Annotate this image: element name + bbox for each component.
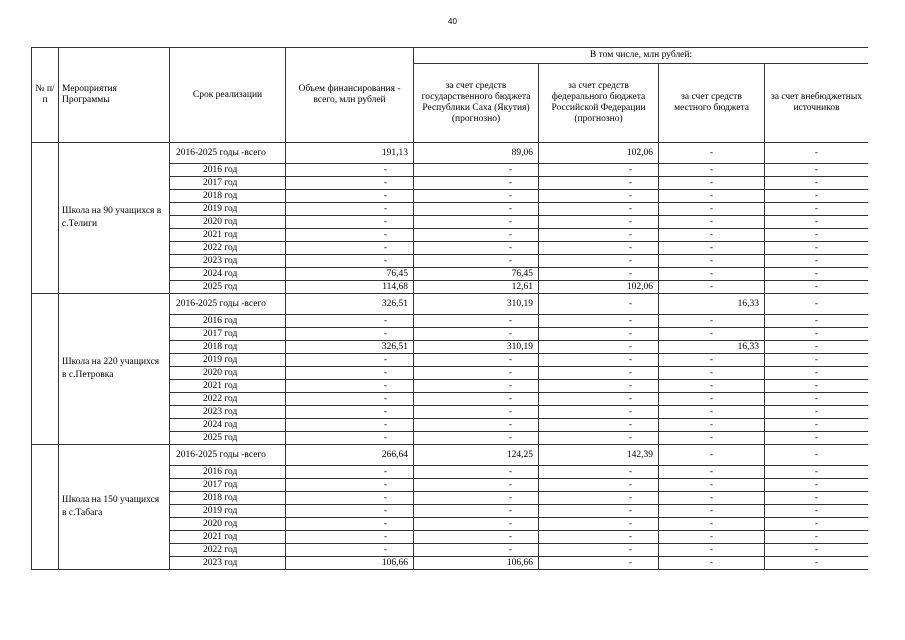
cell-republic: - [414,328,539,341]
cell-period: 2021 год [170,229,286,242]
cell-total: 76,45 [286,268,414,281]
cell-extra: - [765,203,869,216]
cell-period: 2025 год [170,281,286,294]
cell-federal: - [539,164,659,177]
cell-extra: - [765,328,869,341]
cell-extra: - [765,190,869,203]
header-including: В том числе, млн рублей: [414,48,869,64]
cell-extra: - [765,518,869,531]
cell-republic: - [414,315,539,328]
cell-federal: - [539,419,659,432]
cell-local: - [659,229,765,242]
cell-total: - [286,203,414,216]
cell-republic: - [414,531,539,544]
cell-extra: - [765,354,869,367]
cell-local: - [659,203,765,216]
cell-total: - [286,466,414,479]
cell-republic: - [414,177,539,190]
cell-republic: 310,19 [414,341,539,354]
cell-republic: - [414,393,539,406]
cell-republic: 106,66 [414,557,539,570]
cell-extra: - [765,419,869,432]
cell-extra: - [765,367,869,380]
cell-extra: - [765,294,869,315]
cell-federal: - [539,432,659,445]
cell-period: 2021 год [170,380,286,393]
cell-extra: - [765,164,869,177]
header-republic: за счет средств государственного бюджета Республики Саха (Якутия) (прогнозно) [414,64,539,143]
cell-federal: - [539,406,659,419]
header-local: за счет средств местного бюджета [659,64,765,143]
cell-federal: 102,06 [539,143,659,164]
cell-extra: - [765,445,869,466]
page-number: 40 [448,17,457,26]
cell-federal: - [539,315,659,328]
cell-local: - [659,315,765,328]
cell-federal: - [539,328,659,341]
cell-federal: - [539,341,659,354]
cell-total: 266,64 [286,445,414,466]
cell-republic: - [414,406,539,419]
cell-republic: - [414,255,539,268]
table-row-total [32,445,869,466]
cell-federal: - [539,229,659,242]
cell-republic: - [414,367,539,380]
cell-activity-name: Школа на 150 учащихся в с.Табага [59,445,170,570]
cell-republic: - [414,419,539,432]
cell-local: - [659,367,765,380]
table-row-total [32,294,869,315]
cell-federal: - [539,268,659,281]
cell-extra: - [765,229,869,242]
cell-federal: - [539,242,659,255]
cell-local: - [659,177,765,190]
cell-activity-name: Школа на 220 учащихся в с.Петровка [59,294,170,445]
cell-republic: - [414,354,539,367]
cell-total: - [286,216,414,229]
cell-local: - [659,518,765,531]
cell-extra: - [765,406,869,419]
cell-local: - [659,419,765,432]
cell-num [32,445,59,570]
cell-local: - [659,328,765,341]
table-row-total [32,143,869,164]
cell-republic: 89,06 [414,143,539,164]
cell-period: 2020 год [170,216,286,229]
cell-extra: - [765,268,869,281]
cell-local: - [659,268,765,281]
cell-local: - [659,380,765,393]
cell-period: 2018 год [170,190,286,203]
cell-total: - [286,242,414,255]
cell-period: 2022 год [170,393,286,406]
cell-local: - [659,406,765,419]
cell-period: 2025 год [170,432,286,445]
cell-total: - [286,190,414,203]
cell-total: - [286,354,414,367]
cell-extra: - [765,255,869,268]
cell-federal: - [539,190,659,203]
cell-period: 2016 год [170,466,286,479]
funding-table-container [31,47,868,606]
cell-federal: - [539,255,659,268]
funding-table [31,47,868,570]
cell-activity-name: Школа на 90 учащихся в с.Телиги [59,143,170,294]
table-body [32,143,869,570]
cell-extra: - [765,143,869,164]
cell-federal: 102,06 [539,281,659,294]
cell-republic: - [414,518,539,531]
cell-total: - [286,544,414,557]
cell-local: - [659,164,765,177]
cell-total: - [286,419,414,432]
cell-total: - [286,505,414,518]
cell-total: 326,51 [286,341,414,354]
cell-total: - [286,229,414,242]
cell-local: 16,33 [659,341,765,354]
cell-period: 2018 год [170,341,286,354]
cell-federal: - [539,557,659,570]
cell-republic: - [414,479,539,492]
cell-extra: - [765,315,869,328]
cell-total: - [286,380,414,393]
cell-federal: - [539,492,659,505]
cell-extra: - [765,393,869,406]
header-federal: за счет средств федерального бюджета Российской Федерации (прогнозно) [539,64,659,143]
cell-total: - [286,367,414,380]
cell-local: - [659,242,765,255]
cell-period: 2023 год [170,255,286,268]
cell-period: 2017 год [170,177,286,190]
cell-period: 2022 год [170,544,286,557]
cell-extra: - [765,380,869,393]
cell-republic: - [414,432,539,445]
cell-federal: 142,39 [539,445,659,466]
header-total: Объем финансирования - всего, млн рублей [286,48,414,143]
cell-total: 326,51 [286,294,414,315]
cell-period: 2016-2025 годы -всего [170,143,286,164]
cell-total: - [286,255,414,268]
cell-period: 2019 год [170,354,286,367]
cell-extra: - [765,432,869,445]
cell-num [32,143,59,294]
cell-total: - [286,531,414,544]
cell-extra: - [765,531,869,544]
cell-period: 2017 год [170,479,286,492]
cell-total: - [286,328,414,341]
cell-extra: - [765,216,869,229]
cell-total: 191,13 [286,143,414,164]
cell-local: - [659,445,765,466]
cell-total: 106,66 [286,557,414,570]
cell-local: - [659,143,765,164]
cell-republic: - [414,380,539,393]
cell-federal: - [539,479,659,492]
cell-period: 2017 год [170,328,286,341]
cell-period: 2019 год [170,203,286,216]
cell-extra: - [765,466,869,479]
cell-local: - [659,255,765,268]
cell-local: - [659,479,765,492]
cell-total: - [286,177,414,190]
cell-republic: - [414,229,539,242]
cell-extra: - [765,281,869,294]
cell-local: - [659,281,765,294]
header-num: № п/п [32,48,59,143]
cell-local: - [659,492,765,505]
header-extra: за счет внебюджетных источников [765,64,869,143]
cell-republic: - [414,164,539,177]
header-activity: Мероприятия Программы [59,48,170,143]
cell-extra: - [765,177,869,190]
cell-federal: - [539,505,659,518]
cell-federal: - [539,531,659,544]
cell-republic: - [414,203,539,216]
cell-federal: - [539,380,659,393]
cell-republic: 310,19 [414,294,539,315]
cell-local: - [659,466,765,479]
cell-federal: - [539,294,659,315]
cell-federal: - [539,367,659,380]
cell-extra: - [765,557,869,570]
cell-republic: - [414,492,539,505]
cell-period: 2024 год [170,268,286,281]
cell-federal: - [539,354,659,367]
cell-republic: - [414,505,539,518]
cell-federal: - [539,177,659,190]
cell-period: 2016 год [170,164,286,177]
cell-total: - [286,492,414,505]
cell-total: - [286,518,414,531]
cell-num [32,294,59,445]
cell-republic: 124,25 [414,445,539,466]
cell-period: 2020 год [170,518,286,531]
header-period: Срок реализации [170,48,286,143]
cell-republic: - [414,544,539,557]
cell-period: 2016-2025 годы -всего [170,294,286,315]
cell-period: 2019 год [170,505,286,518]
cell-republic: - [414,216,539,229]
cell-local: - [659,544,765,557]
cell-period: 2024 год [170,419,286,432]
cell-republic: - [414,466,539,479]
cell-extra: - [765,479,869,492]
cell-total: - [286,406,414,419]
cell-federal: - [539,216,659,229]
cell-local: - [659,432,765,445]
table-header [32,48,869,143]
cell-extra: - [765,242,869,255]
cell-extra: - [765,544,869,557]
cell-republic: - [414,190,539,203]
cell-extra: - [765,492,869,505]
cell-total: - [286,315,414,328]
cell-federal: - [539,518,659,531]
cell-period: 2016 год [170,315,286,328]
cell-extra: - [765,341,869,354]
cell-local: - [659,190,765,203]
cell-federal: - [539,393,659,406]
cell-total: - [286,479,414,492]
cell-local: - [659,531,765,544]
cell-local: - [659,393,765,406]
cell-total: - [286,164,414,177]
cell-period: 2023 год [170,406,286,419]
cell-republic: - [414,242,539,255]
cell-period: 2016-2025 годы -всего [170,445,286,466]
cell-period: 2021 год [170,531,286,544]
cell-republic: 12,61 [414,281,539,294]
cell-local: - [659,505,765,518]
cell-extra: - [765,505,869,518]
cell-period: 2020 год [170,367,286,380]
cell-local: - [659,557,765,570]
cell-period: 2018 год [170,492,286,505]
cell-federal: - [539,203,659,216]
cell-federal: - [539,466,659,479]
cell-total: 114,68 [286,281,414,294]
cell-republic: 76,45 [414,268,539,281]
cell-period: 2023 год [170,557,286,570]
cell-period: 2022 год [170,242,286,255]
cell-total: - [286,432,414,445]
cell-total: - [286,393,414,406]
cell-local: - [659,216,765,229]
cell-local: - [659,354,765,367]
cell-federal: - [539,544,659,557]
cell-local: 16,33 [659,294,765,315]
